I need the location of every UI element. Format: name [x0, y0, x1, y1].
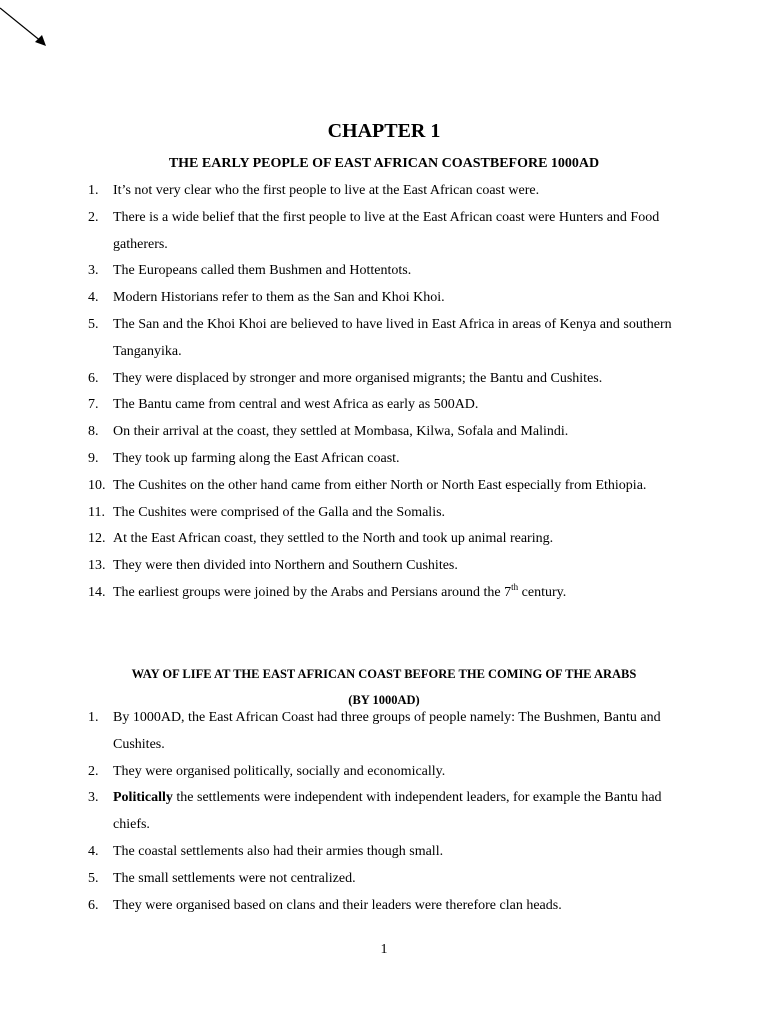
item-number: 5.: [88, 316, 99, 332]
item-text: They were organised politically, socially and economically.: [113, 763, 446, 779]
item-text: The Bantu came from central and west Africa as early as 500AD.: [113, 397, 479, 413]
item-text: By 1000AD, the East African Coast had three groups of people namely: The Bushmen, Bantu and Cushites.: [113, 710, 661, 752]
item-text: They were then divided into Northern and Southern Cushites.: [113, 558, 458, 574]
list-item: [88, 419, 688, 446]
list-item: [88, 205, 688, 259]
item-text: On their arrival at the coast, they settled at Mombasa, Kilwa, Sofala and Malindi.: [113, 424, 569, 440]
item-number: 6.: [88, 897, 99, 913]
numbered-list: [88, 705, 688, 919]
chapter-title: CHAPTER 1: [327, 120, 441, 142]
section-heading: THE EARLY PEOPLE OF EAST AFRICAN COASTBEFORE 1000AD: [168, 156, 600, 171]
list-item: [88, 312, 688, 366]
item-number: 3.: [88, 790, 99, 806]
list-item: [88, 705, 688, 759]
section-heading-line: (BY 1000AD): [348, 693, 420, 707]
arrow-icon: [0, 0, 60, 60]
list-item: [88, 893, 688, 920]
item-text: At the East African coast, they settled to the North and took up animal rearing.: [113, 531, 554, 547]
item-text: The San and the Khoi Khoi are believed to have lived in East Africa in areas of Kenya and southern Tanganyika.: [113, 316, 672, 359]
item-number: 4.: [88, 290, 99, 306]
list-item: [88, 446, 688, 473]
item-number: 12.: [88, 531, 106, 547]
item-number: 8.: [88, 424, 99, 440]
superscript: th: [511, 581, 519, 592]
item-number: 6.: [88, 370, 99, 386]
list-item: [88, 258, 688, 285]
item-number: 1.: [88, 710, 99, 725]
item-number: 13.: [88, 558, 106, 574]
list-item: [88, 866, 688, 893]
item-text: They took up farming along the East African coast.: [113, 450, 400, 466]
item-text: There is a wide belief that the first people to live at the East African coast were Hunters and Food gatherers.: [113, 209, 660, 252]
list-item: [88, 500, 688, 527]
list-item: [88, 285, 688, 312]
item-number: 2.: [88, 209, 99, 225]
item-number: 10.: [88, 477, 106, 493]
list-item: [88, 178, 688, 205]
list-item: [88, 366, 688, 393]
list-item: [88, 759, 688, 786]
page-number: 1: [380, 942, 388, 957]
item-text: the settlements were independent with independent leaders, for example the Bantu had chiefs.: [113, 790, 662, 833]
item-number: 7.: [88, 397, 99, 413]
list-item: [88, 526, 688, 553]
item-number: 4.: [88, 843, 99, 859]
list-item: [88, 392, 688, 419]
item-number: 11.: [88, 504, 105, 520]
item-text: They were displaced by stronger and more organised migrants; the Bantu and Cushites.: [113, 370, 603, 386]
item-text: The small settlements were not centralized.: [113, 870, 356, 886]
item-text: They were organised based on clans and their leaders were therefore clan heads.: [113, 897, 562, 913]
item-number: 5.: [88, 870, 99, 886]
item-number: 2.: [88, 763, 99, 779]
item-text: It’s not very clear who the first people to live at the East African coast were.: [113, 183, 540, 198]
bold-term: Politically: [113, 790, 173, 806]
item-text: The Cushites were comprised of the Galla and the Somalis.: [113, 504, 446, 520]
item-number: 3.: [88, 263, 99, 279]
item-text: The Europeans called them Bushmen and Hottentots.: [113, 263, 412, 279]
numbered-list: [88, 178, 688, 607]
section-heading-line: WAY OF LIFE AT THE EAST AFRICAN COAST BEFORE THE COMING OF THE ARABS: [131, 667, 637, 681]
item-text: The Cushites on the other hand came from either North or North East especially from Ethiopia.: [113, 477, 647, 493]
list-item: [88, 553, 688, 580]
list-item: [88, 785, 688, 839]
item-number: 9.: [88, 450, 99, 466]
item-text: The coastal settlements also had their armies though small.: [113, 843, 444, 859]
list-item: [88, 839, 688, 866]
item-text: The earliest groups were joined by the Arabs and Persians around the 7: [113, 584, 512, 600]
list-item: [88, 473, 688, 500]
item-number: 1.: [88, 183, 99, 198]
item-number: 14.: [88, 584, 106, 600]
item-text: century.: [518, 584, 567, 600]
item-text: Modern Historians refer to them as the San and Khoi Khoi.: [113, 290, 445, 306]
list-item: [88, 580, 688, 607]
